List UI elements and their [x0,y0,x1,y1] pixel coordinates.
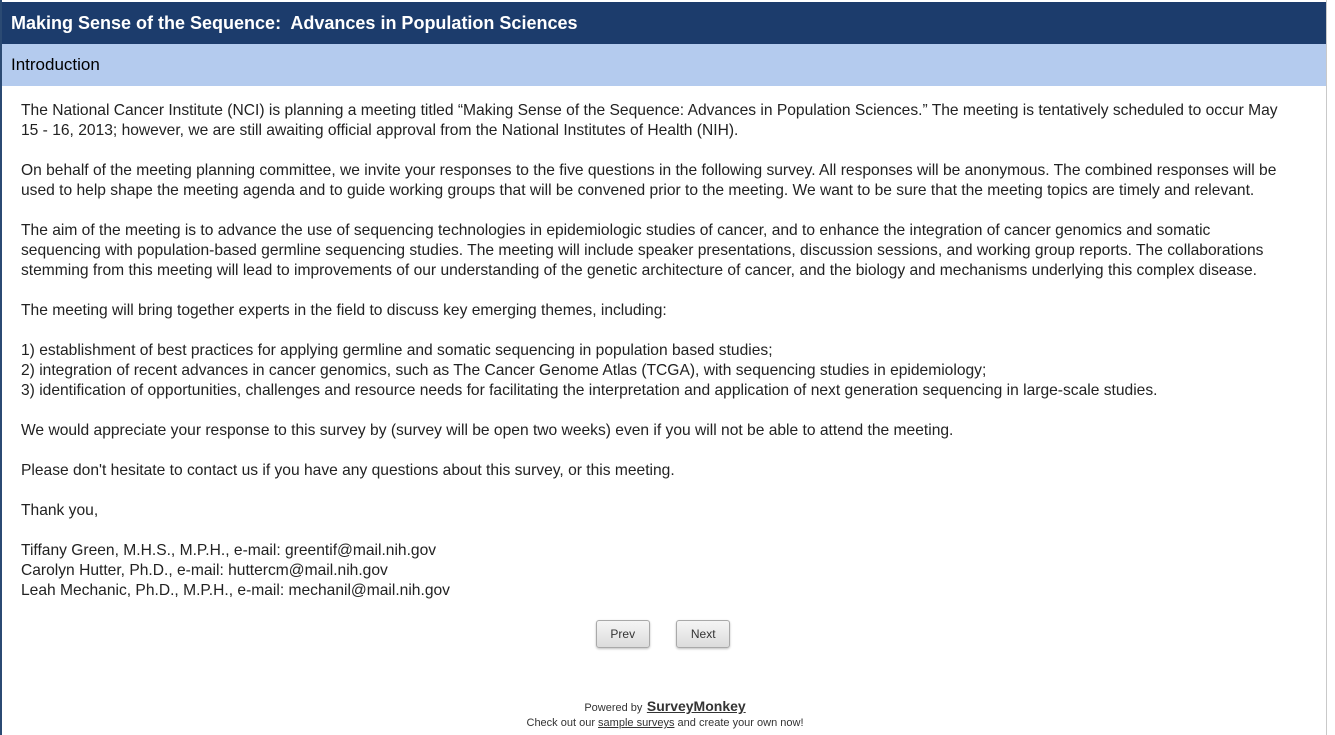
contact-item: Leah Mechanic, Ph.D., M.P.H., e-mail: mechanil@mail.nih.gov [21,582,450,599]
powered-by [0,698,1330,716]
footer [0,698,1330,729]
contact-list [21,541,1317,601]
text-line: The National Cancer Institute (NCI) is planning a meeting titled “Making Sense of the Sequence: Advances in Population Sciences.” The meeting is tentatively scheduled to occur May [21,102,1278,119]
prev-button[interactable]: Prev [596,620,650,648]
text-line: stemming from this meeting will lead to improvements of our understanding of the genetic architecture of cancer, and the biology and mechanisms underlying this complex disease. [21,262,1258,279]
checkout-line [0,717,1330,729]
text-line: sequencing with population-based germline sequencing studies. The meeting will include speaker presentations, discussion sessions, and working group reports. The collaborations [21,242,1264,259]
next-button[interactable]: Next [676,620,730,648]
powered-by-label: Powered by [584,702,643,714]
contact-item: Carolyn Hutter, Ph.D., e-mail: huttercm@mail.nih.gov [21,562,388,579]
intro-paragraph-5: We would appreciate your response to this survey by (survey will be open two weeks) even if you will not be able to attend the meeting. [21,422,954,439]
intro-text [21,101,1317,621]
contact-item: Tiffany Green, M.H.S., M.P.H., e-mail: greentif@mail.nih.gov [21,542,437,559]
page-section-title: Introduction [2,44,1326,86]
checkout-prefix: Check out our [526,717,595,729]
intro-paragraph-4: The meeting will bring together experts in the field to discuss key emerging themes, including: [21,302,667,319]
scrollbar[interactable] [1326,0,1335,735]
theme-item: 1) establishment of best practices for applying germline and somatic sequencing in population based studies; [21,342,773,359]
checkout-suffix: and create your own now! [677,717,804,729]
thank-you: Thank you, [21,502,99,519]
intro-paragraph-2 [21,161,1317,201]
surveymonkey-link[interactable]: SurveyMonkey [646,698,746,714]
text-line: 15 - 16, 2013; however, we are still awaiting official approval from the National Institutes of Health (NIH). [21,122,739,139]
survey-title: Making Sense of the Sequence: Advances in Population Sciences [2,2,1326,44]
text-line: The aim of the meeting is to advance the use of sequencing technologies in epidemiologic studies of cancer, and to enhance the integration of cancer genomics and somatic [21,222,1211,239]
page-navigation [0,620,1326,648]
text-line: used to help shape the meeting agenda and to guide working groups that will be convened prior to the meeting. We want to be sure that the meeting topics are timely and relevant. [21,182,1255,199]
intro-paragraph-3 [21,221,1317,281]
sample-surveys-link[interactable]: sample surveys [598,717,675,729]
theme-item: 3) identification of opportunities, challenges and resource needs for facilitating the interpretation and application of next generation sequencing in large-scale studies. [21,382,1158,399]
themes-list [21,341,1317,401]
intro-paragraph-6: Please don't hesitate to contact us if you have any questions about this survey, or this meeting. [21,462,675,479]
intro-paragraph-1 [21,101,1317,141]
theme-item: 2) integration of recent advances in cancer genomics, such as The Cancer Genome Atlas (TCGA), with sequencing studies in epidemiology; [21,362,987,379]
text-line: On behalf of the meeting planning committee, we invite your responses to the five questions in the following survey. All responses will be anonymous. The combined responses will be [21,162,1277,179]
